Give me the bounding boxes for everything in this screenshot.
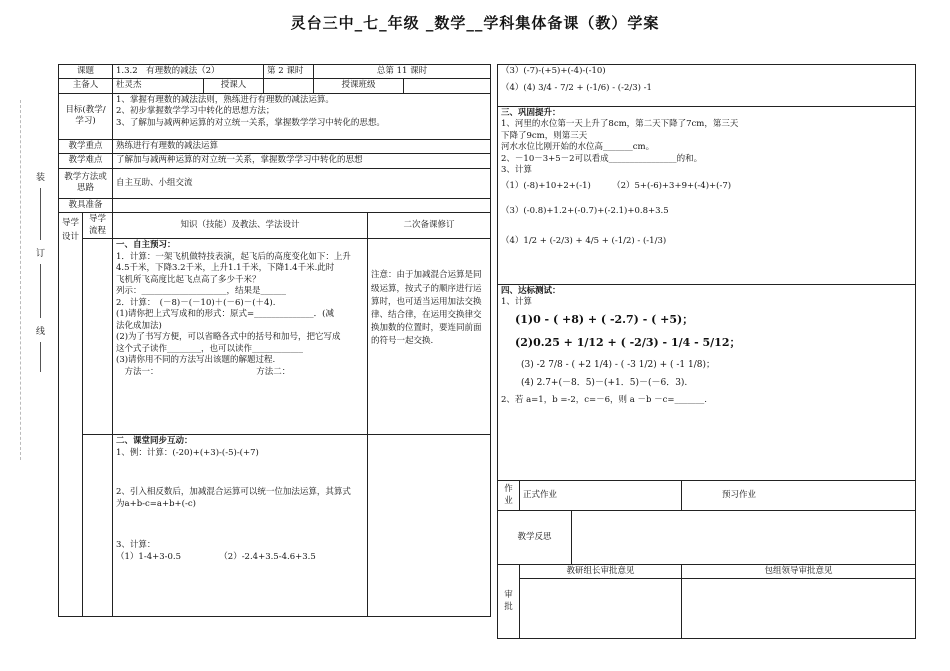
binding-margin bbox=[14, 130, 44, 430]
page-title: 灵台三中_七_年级 _数学__学科集体备课（教）学案 bbox=[290, 14, 660, 32]
goal-label: 目标(教学/学习) bbox=[59, 93, 113, 139]
margin-char-3: 线 bbox=[36, 327, 46, 337]
topic-value: 1.3.2 有理数的减法（2） bbox=[113, 65, 264, 79]
teacher-label: 授课人 bbox=[204, 79, 264, 93]
method-text: 自主互助、小组交流 bbox=[113, 168, 491, 198]
formal-homework-label: 正式作业 bbox=[520, 481, 682, 511]
assessment-problem-1: (1)0 - ( +8) + ( -2.7) - ( +5)； bbox=[515, 312, 694, 326]
section-leader-opinion: 包组领导审批意见 bbox=[682, 565, 916, 579]
section-consolidation: 三、巩固提升： 1、河里的水位第一天上升了8cm，第二天下降了7cm，第三天 下降了9cm，则第三天 河水水位比刚开始的水位高_______cm。 2、－10－3+5－2可以看成________________的和。 3、计算 （1）(-8)+10+2+(-1) （2）5+(-6)+3+9+(-4)+(-7) （3）(-0.8)+1.2+(-0.7)+(-2.1)+0.8+3.5 （4）1/2 + (-2/3) + 4/5 + (-1/2) - (-1/3) bbox=[498, 107, 916, 285]
approval-label: 审批 bbox=[498, 565, 520, 639]
guide-design-label: 导学设计 bbox=[59, 213, 83, 617]
extra-problems: （3）(-7)-(+5)+(-4)-(-10) （4）(4) 3/4 - 7/2 + (-1/6) - (-2/3) -1 bbox=[498, 65, 916, 107]
lesson-plan-left bbox=[58, 64, 491, 617]
topic-label: 课题 bbox=[59, 65, 113, 79]
class-label: 授课班级 bbox=[314, 79, 404, 93]
group-leader-opinion: 教研组长审批意见 bbox=[520, 565, 682, 579]
assessment-problem-4: (4) 2.7+(－8．5)－(+1．5)－(－6．3). bbox=[521, 377, 688, 388]
preparer-label: 主备人 bbox=[59, 79, 113, 93]
note-text: 注意：由于加减混合运算是同级运算，按式子的顺序进行运算时，也可适当运用加法交换律、结合律，在运用交换律交换加数的位置时，要连同前面的符号一起交换. bbox=[368, 239, 491, 435]
prep-label: 教具准备 bbox=[59, 198, 113, 212]
goal-text: 1、掌握有理数的减法法则，熟练进行有理数的减法运算。 2、初步掌握数学学习中转化的思想方法； 3、了解加与减两种运算的对立统一关系，掌握数学学习中转化的思想。 bbox=[113, 93, 491, 139]
assessment-problem-3: (3) -2 7/8 - ( +2 1/4) - ( -3 1/2) + ( -1 1/8)； bbox=[521, 359, 715, 370]
guide-flow-label: 导学流程 bbox=[83, 213, 113, 239]
key-point-text: 熟练进行有理数的减法运算 bbox=[113, 139, 491, 153]
section-self-study: 一、自主预习： 1．计算：一架飞机做特技表演，起飞后的高度变化如下：上升 4.5千米，下降3.2千米，上升1.1千米，下降1.4千米.此时 飞机所飞高度比起飞点高了多少千米？ 列示：____________________，结果是______ 2．计算： (－8)－(－10)＋(－6)－(＋4). (1)请你把上式写成和的形式：原式=______________．(减 法化成加法) (2)为了书写方便，可以省略各式中的括号和加号，把它写成 这个式子读作________，也可以读作____________ (3)请你用不同的方法写出该题的解题过程. 方法一： 方法二： bbox=[113, 239, 368, 435]
assessment-problem-2: (2)0.25 + 1/12 + ( -2/3) - 1/4 - 5/12； bbox=[515, 335, 741, 349]
method-label: 教学方法或思路 bbox=[59, 168, 113, 198]
difficulty-label: 教学难点 bbox=[59, 154, 113, 168]
section-assessment: 四、达标测试： 1、计算 (1)0 - ( +8) + ( -2.7) - ( +5)； (2)0.25 + 1/12 + ( -2/3) - 1/4 - 5/12； (3) -2 7/8 - ( +2 1/4) - ( -3 1/2) + ( -1 1/8)； (4) 2.7+(－8．5)－(+1．5)－(－6．3). 2、若 a=1，b =-2，c=－6，则 a －b －c=_______. bbox=[498, 285, 916, 481]
difficulty-text: 了解加与减两种运算的对立统一关系，掌握数学学习中转化的思想 bbox=[113, 154, 491, 168]
section-class-interaction: 二、课堂同步互动： 1、例：计算：(-20)+(+3)-(-5)-(+7) 2、引入相反数后，加减混合运算可以统一位加法运算，其算式 为a+b-c=a+b+(-c) 3、计算： （1）1-4+3-0.5 （2）-2.4+3.5-4.6+3.5 bbox=[113, 435, 368, 617]
reflection-label: 教学反思 bbox=[498, 511, 572, 565]
lesson-plan-right bbox=[497, 64, 916, 639]
preparer-value: 杜灵杰 bbox=[113, 79, 204, 93]
knowledge-header: 知识（技能）及教法、学法设计 bbox=[113, 213, 368, 239]
key-point-label: 教学重点 bbox=[59, 139, 113, 153]
preview-homework-label: 预习作业 bbox=[682, 481, 916, 511]
revision-header: 二次备课修订 bbox=[368, 213, 491, 239]
total-lesson: 总第 11 课时 bbox=[314, 65, 491, 79]
homework-label: 作业 bbox=[498, 481, 520, 511]
margin-char-1: 装 bbox=[36, 173, 46, 183]
margin-char-2: 订 bbox=[36, 249, 46, 259]
lesson-number: 第 2 课时 bbox=[264, 65, 314, 79]
